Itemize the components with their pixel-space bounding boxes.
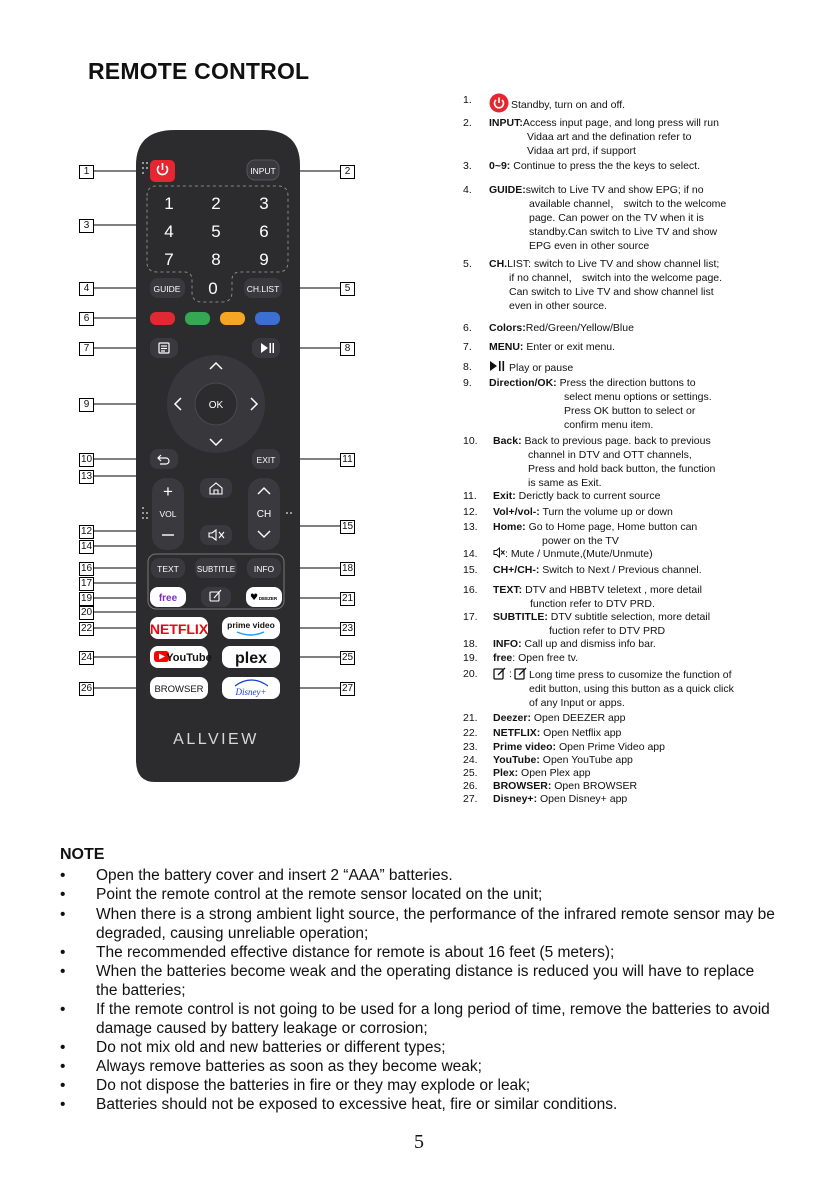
color-key-green [185,312,210,325]
description-number: 7. [463,341,472,353]
description-text: INFO: Call up and dismiss info bar. [493,638,656,650]
callout-5: 5 [340,282,355,296]
ok-key-label: OK [208,400,224,411]
description-number: 1. [463,94,472,106]
color-key-yellow [220,312,245,325]
description-number: 6. [463,322,472,334]
description-text: Prime video: Open Prime Video app [493,741,665,753]
description-number: 2. [463,117,472,129]
power-icon [489,93,509,113]
plex-key-label: plex [234,650,268,667]
digit-3: 3 [259,194,269,213]
youtube-key-label: YouTube [166,652,212,664]
svg-text::: : [509,669,512,680]
callout-3: 3 [79,219,94,233]
callout-10: 10 [80,454,93,465]
callout-15: 15 [341,521,354,532]
callout-9: 9 [79,398,94,412]
disney-key-label: Disney+ [235,687,267,697]
subtitle-key-label: SUBTITLE [196,565,236,574]
description-number: 8. [463,361,472,373]
description-number: 19. [463,652,478,664]
description-text: YouTube: Open YouTube app [493,754,633,766]
callout-12: 12 [80,526,93,537]
callout-11: 11 [340,453,355,467]
callout-14: 14 [80,541,93,552]
callout-8: 8 [340,342,355,356]
description-number: 10. [463,435,478,447]
ch-key-label: CH [256,509,272,520]
description-number: 22. [463,727,478,739]
description-number: 23. [463,741,478,753]
callout-6: 6 [79,312,94,326]
edit-button [201,587,231,607]
text-key-label: TEXT [157,564,179,574]
description-text: Play or pause [489,360,789,375]
netflix-key-label: NETFLIX [149,621,209,637]
remote-illustration [0,0,440,790]
brand-logo: ALLVIEW [173,731,259,748]
description-text: Vol+/vol-: Turn the volume up or down [493,506,673,518]
home-button [200,478,232,498]
callout-24: 24 [80,652,93,663]
description-text: CH.LIST: switch to Live TV and show channel list; if no channel， switch into the welcome page. Can switch to Live TV and show channel list even in other source. [489,258,723,312]
description-text: 0~9: Continue to press the the keys to select. [489,160,700,172]
page-title: REMOTE CONTROL [88,58,310,84]
digit-9: 9 [259,250,269,269]
description-number: 12. [463,506,478,518]
play-pause-icon [489,360,507,372]
callout-2: 2 [340,165,355,179]
description-text: GUIDE:switch to Live TV and show EPG; if no available channel， switch to the welcome page. Can power on the TV when it is standby.Can switch to Live TV and show EPG even in other source [489,184,727,252]
description-text: Deezer: Open DEEZER app [493,712,626,724]
digit-6: 6 [259,222,269,241]
info-key-label: INFO [253,564,275,574]
description-text: NETFLIX: Open Netflix app [493,727,622,739]
callout-26: 26 [80,683,93,694]
edit-icon [493,667,527,680]
description-text: Disney+: Open Disney+ app [493,793,628,805]
description-number: 17. [463,611,478,623]
description-number: 9. [463,377,472,389]
callout-7: 7 [79,342,94,356]
description-number: 18. [463,638,478,650]
callout-16: 16 [80,563,93,574]
callout-22: 22 [80,623,93,634]
chlist-key-label: CH.LIST [246,284,280,294]
description-number: 16. [463,584,478,596]
description-number: 24. [463,754,478,766]
deezer-heart-icon: ♥ [249,593,259,603]
description-number: 21. [463,712,478,724]
description-number: 4. [463,184,472,196]
description-number: 14. [463,548,478,560]
description-text: Direction/OK: Press the direction buttons to select menu options or settings. Press OK button to select or confirm menu item. [489,377,712,431]
description-text: Plex: Open Plex app [493,767,591,779]
description-text: TEXT: DTV and HBBTV teletext , more detail function refer to DTV PRD. [493,584,702,610]
description-text: : Long time press to cusomize the function of edit button, using this button as a quick click of any Input or apps. [493,667,793,710]
description-text: free: Open free tv. [493,652,579,664]
description-text: Back: Back to previous page. back to previous channel in DTV and OTT channels, Press and hold back button, the function is same as Exit. [493,435,716,489]
callout-1: 1 [79,165,94,179]
color-key-blue [255,312,280,325]
digit-0: 0 [208,279,218,298]
digit-7: 7 [164,250,174,269]
vol-plus: + [163,482,173,501]
note-title: NOTE [60,846,105,863]
page-number: 5 [414,1131,424,1153]
description-number: 25. [463,767,478,779]
callout-19: 19 [80,593,93,604]
mute-icon [493,547,505,558]
description-text: MENU: Enter or exit menu. [489,341,616,353]
description-number: 3. [463,160,472,172]
callout-27: 27 [341,683,354,694]
description-number: 11. [463,490,477,502]
description-text: Standby, turn on and off. [489,93,789,113]
description-number: 20. [463,668,478,680]
description-number: 15. [463,564,478,576]
input-key-label: INPUT [250,166,276,176]
exit-key-label: EXIT [256,455,276,465]
digit-1: 1 [164,194,174,213]
description-text: SUBTITLE: DTV subtitle selection, more detail fuction refer to DTV PRD [493,611,711,637]
description-text: Home: Go to Home page, Home button can power on the TV [493,521,698,547]
callout-21: 21 [341,593,354,604]
description-number: 5. [463,258,472,270]
color-key-red [150,312,175,325]
description-text: Exit: Derictly back to current source [493,490,661,502]
back-button [150,449,178,469]
description-text: BROWSER: Open BROWSER [493,780,638,792]
description-number: 27. [463,793,478,805]
description-text: INPUT:Access input page, and long press will run Vidaa art and the defination refer to Vidaa art prd, if support [489,117,719,157]
description-number: 13. [463,521,478,533]
deezer-key-label: DEEZER [258,596,278,601]
callout-18: 18 [341,563,354,574]
callout-23: 23 [341,623,354,634]
callout-4: 4 [79,282,94,296]
vol-key-label: VOL [159,509,177,519]
description-text: CH+/CH-: Switch to Next / Previous channel. [493,564,702,576]
digit-2: 2 [211,194,221,213]
callout-25: 25 [341,652,354,663]
callout-20: 20 [80,607,93,618]
callout-17: 17 [80,578,93,589]
digit-4: 4 [164,222,174,241]
digit-8: 8 [211,250,221,269]
callout-13: 13 [80,471,93,482]
guide-key-label: GUIDE [153,284,181,294]
browser-key-label: BROWSER [154,684,204,695]
description-text: Colors:Red/Green/Yellow/Blue [489,322,634,334]
digit-5: 5 [211,222,221,241]
prime-key-label: prime video [227,620,275,630]
description-text: : Mute / Unmute,(Mute/Unmute) [493,547,793,561]
description-number: 26. [463,780,478,792]
free-key-label: free [158,593,178,604]
